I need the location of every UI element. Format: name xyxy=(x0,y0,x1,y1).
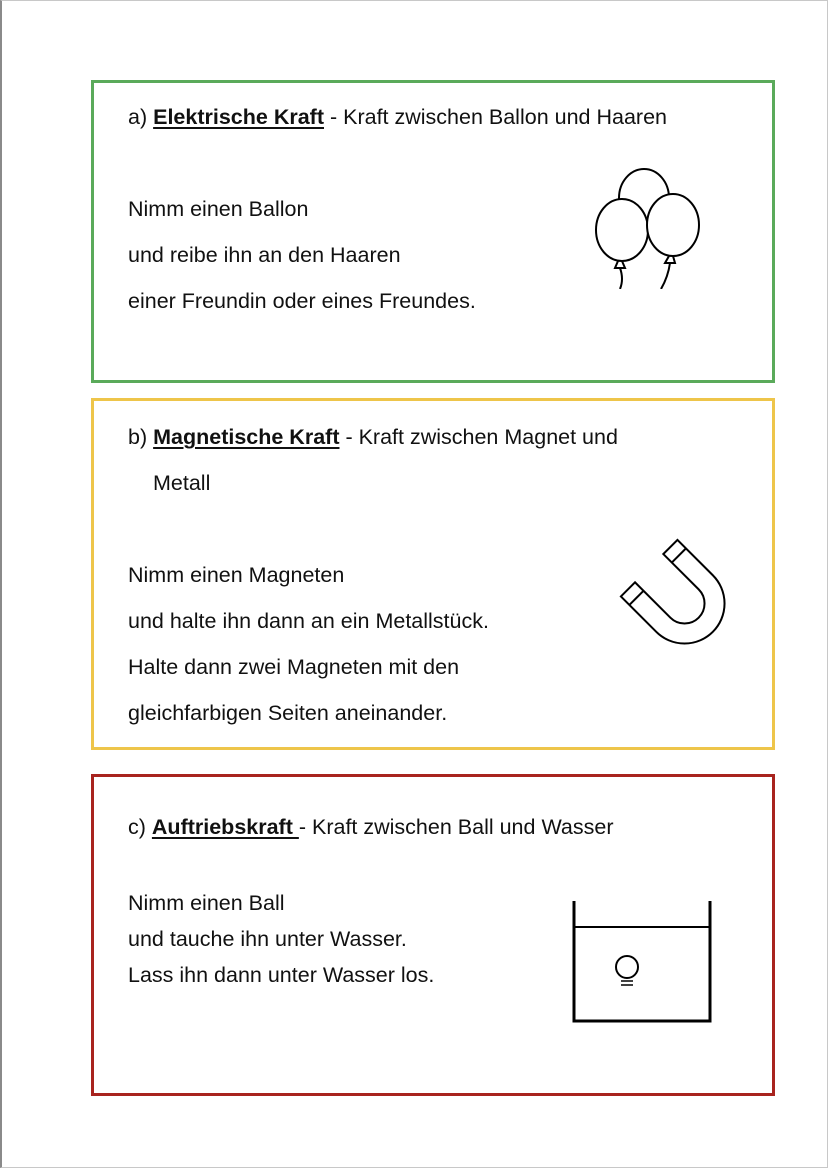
card-letter: c) xyxy=(128,815,146,839)
card-heading xyxy=(128,414,688,506)
card-heading xyxy=(128,94,732,140)
instruction-line: Halte dann zwei Magneten mit den xyxy=(128,655,460,679)
instruction-line: und halte ihn dann an ein Metallstück. xyxy=(128,609,489,633)
card-instructions xyxy=(128,186,476,324)
card-instructions xyxy=(128,552,489,736)
instruction-line: und tauche ihn unter Wasser. xyxy=(128,927,407,951)
instruction-line: und reibe ihn an den Haaren xyxy=(128,243,401,267)
card-subtitle-continued: Metall xyxy=(153,471,211,495)
instruction-line: Nimm einen Ballon xyxy=(128,197,309,221)
balloons-icon xyxy=(591,167,706,289)
horseshoe-magnet-icon xyxy=(616,535,746,665)
card-magnetic-force xyxy=(91,398,775,750)
instruction-line: gleichfarbigen Seiten aneinander. xyxy=(128,701,448,725)
card-electric-force xyxy=(91,80,775,383)
card-buoyant-force xyxy=(91,774,775,1096)
card-subtitle: - Kraft zwischen Ballon und Haaren xyxy=(324,105,667,129)
card-heading xyxy=(128,804,732,850)
instruction-line: Nimm einen Ball xyxy=(128,891,285,915)
instruction-line: Nimm einen Magneten xyxy=(128,563,345,587)
instruction-line: einer Freundin oder eines Freundes. xyxy=(128,289,476,313)
card-letter: b) xyxy=(128,425,148,449)
card-instructions xyxy=(128,885,434,993)
ball-in-water-tank-icon xyxy=(566,897,714,1027)
card-letter: a) xyxy=(128,105,148,129)
card-title: Magnetische Kraft xyxy=(153,425,340,449)
card-title: Auftriebskraft xyxy=(151,815,299,839)
card-subtitle: - Kraft zwischen Ball und Wasser xyxy=(298,815,614,839)
card-subtitle: - Kraft zwischen Magnet und xyxy=(339,425,618,449)
card-title: Elektrische Kraft xyxy=(153,105,324,129)
instruction-line: Lass ihn dann unter Wasser los. xyxy=(128,963,435,987)
